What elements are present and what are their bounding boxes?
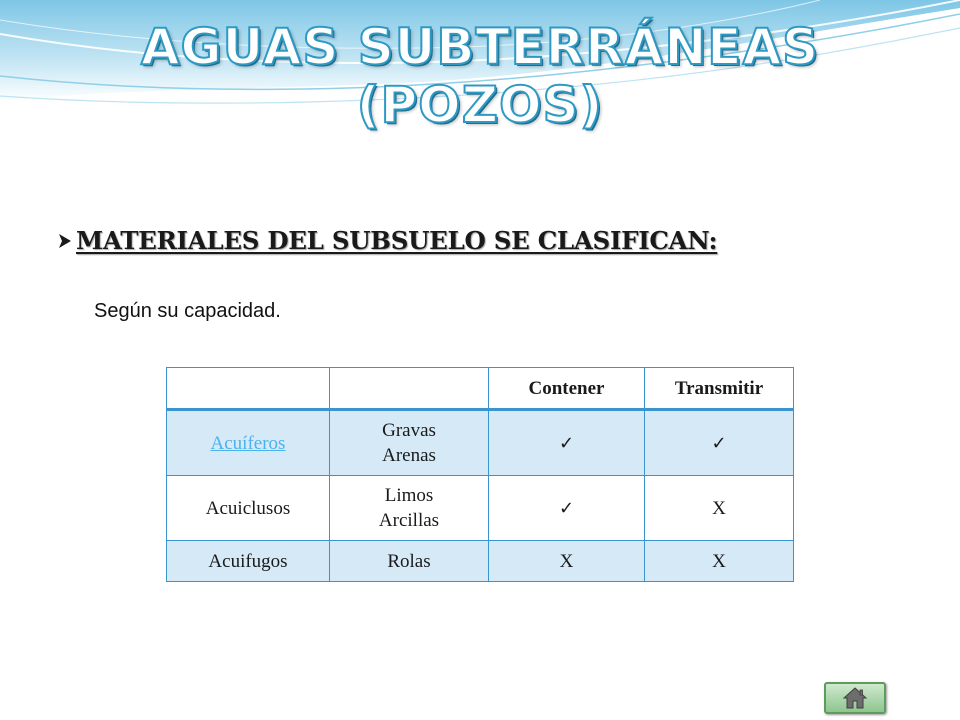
table-row (167, 410, 794, 476)
material-text: Arenas (382, 445, 436, 466)
table-header-cell (167, 368, 330, 410)
acuiferos-link[interactable]: Acuíferos (210, 432, 286, 454)
home-icon (843, 687, 867, 709)
slide-title (0, 18, 960, 134)
row-contener-cell (489, 476, 645, 541)
table-header-row (167, 368, 794, 410)
table-row (167, 541, 794, 582)
material-text: Arcillas (378, 510, 440, 531)
row-contener-cell: X (489, 541, 645, 582)
row-transmitir-cell (645, 410, 794, 476)
home-button[interactable] (824, 682, 886, 714)
checkmark-icon: ✓ (558, 497, 575, 519)
row-transmitir-cell: X (645, 476, 794, 541)
table-row (167, 476, 794, 541)
bullet-heading: MATERIALES DEL SUBSUELO SE CLASIFICAN: (76, 226, 718, 255)
row-name-cell: Acuifugos (167, 541, 330, 582)
row-materials-cell (330, 476, 489, 541)
row-contener-cell (489, 410, 645, 476)
materials-table (166, 367, 794, 582)
subtitle-text: Según su capacidad. (94, 300, 281, 322)
material-text: Gravas (382, 420, 436, 441)
material-text: Limos (384, 485, 434, 506)
checkmark-icon: ✓ (711, 432, 727, 454)
bullet-heading-row (58, 226, 717, 255)
row-transmitir-cell: X (645, 541, 794, 582)
row-materials-cell (330, 410, 489, 476)
table-header-contener: Contener (489, 368, 645, 410)
table-header-cell (330, 368, 489, 410)
checkmark-icon: ✓ (558, 432, 575, 454)
title-line-2: (POZOS) (356, 76, 604, 134)
row-name-cell: Acuiclusos (167, 476, 330, 541)
arrow-bullet-icon (58, 233, 72, 249)
row-materials-cell: Rolas (330, 541, 489, 582)
table-header-transmitir: Transmitir (645, 368, 794, 410)
row-name-cell (167, 410, 330, 476)
title-line-1: AGUAS SUBTERRÁNEAS (140, 18, 820, 76)
